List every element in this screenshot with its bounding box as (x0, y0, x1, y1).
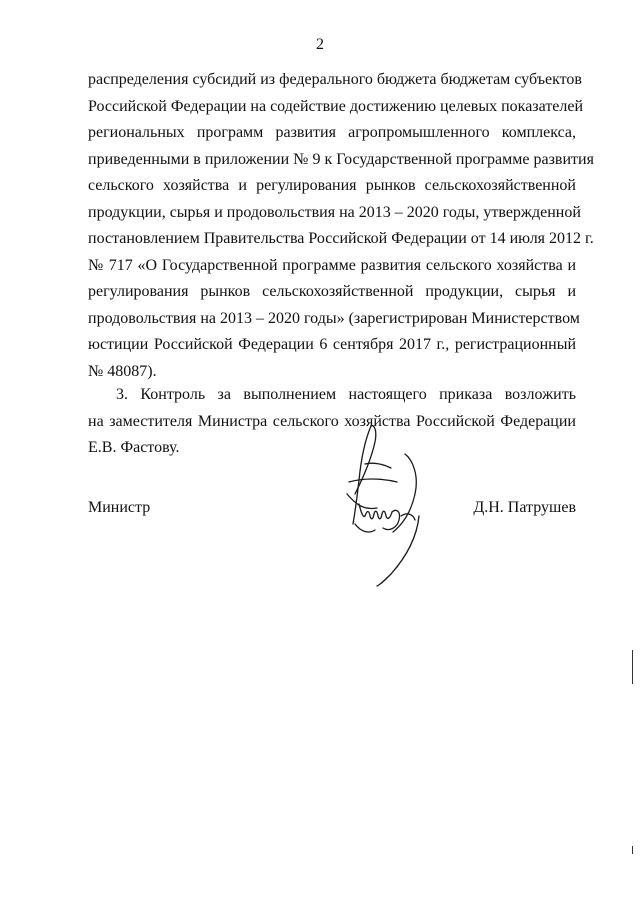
paragraph-line: продовольствия на 2013 – 2020 годы» (зарегистрирован Министерством (88, 309, 580, 327)
signer-title: Министр (88, 499, 151, 516)
signature-row (88, 499, 576, 525)
paragraph-line: региональных программ развития агропромышленного комплекса, (88, 124, 576, 141)
paragraph-line: юстиции Российской Федерации 6 сентября 2017 г., регистрационный (88, 336, 576, 353)
paragraph-line: постановлением Правительства Российской Федерации от 14 июля 2012 г. (88, 230, 594, 247)
paragraph-line: на заместителя Министра сельского хозяйства Российской Федерации (88, 412, 576, 430)
handwritten-signature (335, 420, 445, 588)
paragraph-line: распределения субсидий из федерального бюджета бюджетам субъектов (88, 71, 582, 88)
paragraph-2 (88, 382, 576, 462)
paragraph-line: № 48087). (88, 362, 157, 380)
paragraph-line: приведенными в приложении № 9 к Государственной программе развития (88, 150, 594, 168)
paragraph-line: сельского хозяйства и регулирования рынков сельскохозяйственной (88, 177, 576, 194)
page-number: 2 (316, 36, 324, 53)
paragraph-line: № 717 «О Государственной программе развития сельского хозяйства и (88, 256, 576, 274)
paragraph-line: регулирования рынков сельскохозяйственной продукции, сырья и (88, 283, 576, 300)
paragraph-line: продукции, сырья и продовольствия на 2013 – 2020 годы, утвержденной (88, 203, 581, 221)
scan-edge-mark (632, 846, 633, 854)
paragraph-line: Российской Федерации на содействие достижению целевых показателей (88, 97, 584, 115)
scan-edge-mark (632, 650, 633, 684)
signer-name: Д.Н. Патрушев (473, 499, 576, 516)
paragraph-line: 3. Контроль за выполнением настоящего приказа возложить (116, 386, 576, 403)
paragraph-line: Е.В. Фастову. (88, 439, 180, 456)
paragraph-1 (88, 67, 594, 385)
